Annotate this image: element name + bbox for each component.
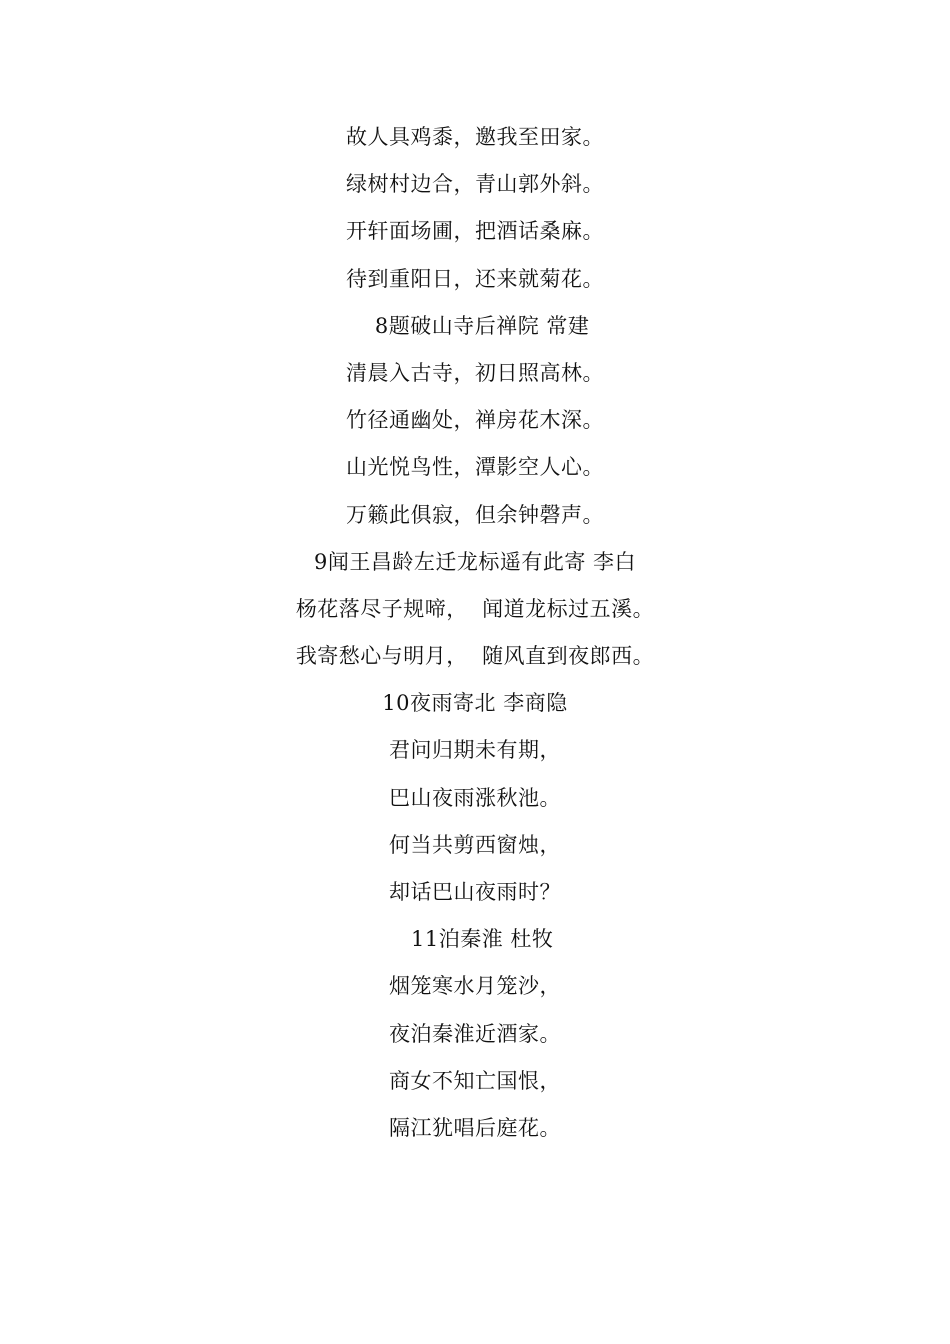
poem-line: 巴山夜雨涨秋池。 <box>389 785 561 810</box>
poem-line: 何当共剪西窗烛， <box>389 832 561 857</box>
poem-line: 故人具鸡黍，邀我至田家。 <box>346 125 604 149</box>
poem-line: 待到重阳日，还来就菊花。 <box>346 266 604 291</box>
poem-lines <box>0 114 950 1152</box>
poem-title: 11泊秦淮 杜牧 <box>396 927 554 952</box>
poem-line: 夜泊秦淮近酒家。 <box>389 1021 561 1046</box>
poem-line: 山光悦鸟性，潭影空人心。 <box>346 455 604 480</box>
poem-line: 开轩面场圃，把酒话桑麻。 <box>346 219 604 244</box>
poem-line: 隔江犹唱后庭花。 <box>389 1115 561 1140</box>
poem-title: 8题破山寺后禅院 常建 <box>360 313 590 338</box>
poem-line: 烟笼寒水月笼沙， <box>389 974 561 999</box>
poem-line: 我寄愁心与明月， 随风直到夜郎西。 <box>295 644 655 669</box>
poem-title: 10夜雨寄北 李商隐 <box>382 691 568 716</box>
poem-line: 竹径通幽处，禅房花木深。 <box>346 408 604 433</box>
poem-line: 绿树村边合，青山郭外斜。 <box>346 172 604 197</box>
poem-line: 杨花落尽子规啼， 闻道龙标过五溪。 <box>295 596 655 621</box>
poem-line: 万籁此俱寂，但余钟磬声。 <box>346 502 604 527</box>
poem-line: 君问归期未有期， <box>389 738 561 763</box>
poem-line: 清晨入古寺，初日照高林。 <box>346 360 604 385</box>
poem-line: 却话巴山夜雨时？ <box>389 880 561 904</box>
poem-line: 商女不知亡国恨， <box>389 1068 561 1093</box>
poem-title: 9闻王昌龄左迁龙标遥有此寄 李白 <box>313 549 637 574</box>
